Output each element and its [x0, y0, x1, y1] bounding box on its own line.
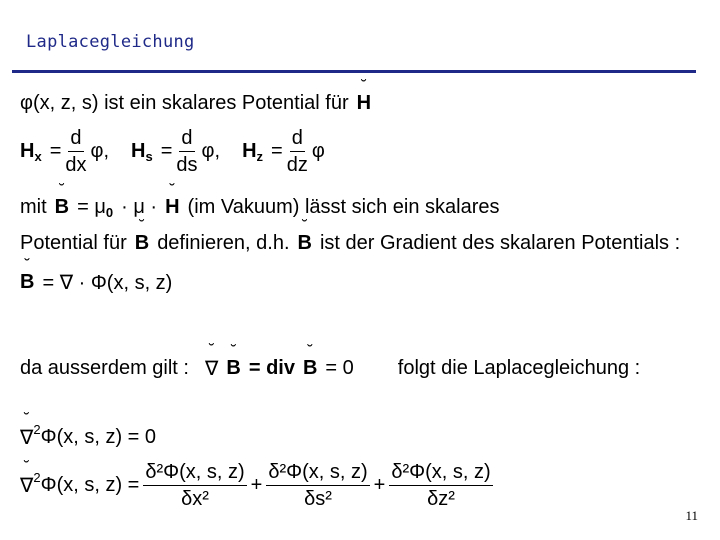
equals: =: [271, 140, 283, 162]
gradient-definition-line: [20, 232, 680, 255]
vector-b: ˘ B: [20, 271, 34, 294]
numerator: d: [179, 128, 194, 152]
h-s: H: [131, 140, 146, 162]
text: φ(x, z, s) ist ein skalares Potential für: [20, 92, 349, 114]
mu: · μ ·: [121, 196, 158, 218]
vector-b: ˘ B: [135, 232, 149, 255]
vector-b: ˘ B: [298, 232, 312, 255]
plus: +: [373, 474, 386, 496]
superscript: 2: [33, 422, 41, 437]
vector-b: ˘ B: [55, 196, 69, 219]
text: definieren, d.h.: [157, 232, 290, 254]
plus: +: [250, 474, 263, 496]
vector-b: ˘ B: [226, 357, 240, 380]
fraction-d-dx: [65, 128, 86, 175]
text: folgt die Laplacegleichung :: [397, 357, 641, 379]
denominator: dx: [65, 154, 87, 176]
h-z: H: [242, 140, 257, 162]
numerator: δ²Φ(x, s, z): [143, 462, 246, 486]
phi: φ: [311, 140, 325, 162]
text: da ausserdem gilt :: [20, 357, 189, 379]
nabla-vector: ˘ ∇: [20, 425, 33, 450]
gradient-expression: = ∇ · Φ(x, s, z): [42, 272, 173, 294]
numerator: δ²Φ(x, s, z): [266, 462, 369, 486]
text: mit: [20, 196, 47, 218]
fraction-d-ds: [176, 128, 197, 175]
fraction-d-dz: [287, 128, 308, 175]
title-underline: [12, 70, 696, 73]
laplace-expansion-line: [20, 462, 497, 509]
denominator: δx²: [181, 488, 209, 510]
page-number: 11: [685, 508, 698, 523]
potential-definition-line: [20, 92, 371, 115]
mu-zero-sub: 0: [105, 205, 114, 220]
denominator: ds: [176, 154, 198, 176]
text: Potential für: [20, 232, 127, 254]
equals: =: [160, 140, 173, 162]
superscript: 2: [33, 470, 41, 485]
b-gradient-line: [20, 270, 172, 295]
h-x-sub: x: [34, 149, 42, 164]
phi: φ,: [90, 140, 110, 162]
h-s-sub: s: [145, 149, 153, 164]
divergence-line: [20, 356, 640, 381]
denominator: δz²: [427, 488, 455, 510]
laplace-expression: Φ(x, s, z) = 0: [40, 426, 157, 448]
nabla-vector: ˘ ∇: [20, 473, 33, 498]
equals: =: [49, 140, 62, 162]
field-components-line: [20, 128, 325, 175]
h-x: H: [20, 140, 35, 162]
slide-title: Laplacegleichung: [26, 32, 195, 52]
fraction-dx: [143, 462, 246, 509]
h-z-sub: z: [256, 149, 264, 164]
denominator: δs²: [304, 488, 332, 510]
vector-h: ˘ H: [165, 196, 179, 219]
fraction-dz: [389, 462, 492, 509]
equals-zero: = 0: [325, 357, 354, 379]
mu-zero: = μ: [77, 196, 106, 218]
text: ist der Gradient des skalaren Potentials :: [319, 232, 681, 254]
laplace-equation-line: [20, 422, 157, 450]
numerator: d: [68, 128, 83, 152]
vacuum-relation-line: [20, 196, 500, 219]
denominator: dz: [286, 154, 308, 176]
fraction-ds: [266, 462, 369, 509]
vector-b: ˘ B: [303, 357, 317, 380]
laplace-lhs: Φ(x, s, z) =: [40, 474, 140, 496]
text: (im Vakuum) lässt sich ein skalares: [187, 196, 500, 218]
div-operator: = div: [248, 357, 295, 379]
phi: φ,: [201, 140, 221, 162]
nabla-vector: ˘ ∇: [205, 356, 218, 381]
numerator: d: [290, 128, 305, 152]
vector-h: ˘ H: [357, 92, 371, 115]
numerator: δ²Φ(x, s, z): [389, 462, 492, 486]
